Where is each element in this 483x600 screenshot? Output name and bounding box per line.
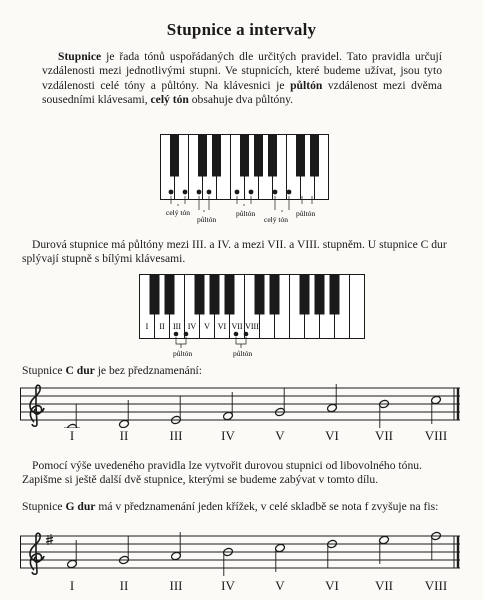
g-major-name: G dur bbox=[65, 500, 96, 513]
degree-numeral: VII bbox=[374, 428, 394, 443]
intro-paragraph bbox=[42, 50, 442, 108]
degree-numeral: III bbox=[169, 578, 183, 593]
term-stupnice: Stupnice bbox=[58, 50, 102, 63]
intro-text-2: vzdálenost mezi dvěma sousedními klávesami, bbox=[42, 78, 442, 107]
term-cely-ton: celý tón bbox=[150, 93, 189, 107]
page-title: Stupnice a intervaly bbox=[166, 20, 317, 39]
key-dot bbox=[184, 332, 189, 337]
staff-2-notes bbox=[67, 531, 442, 576]
key-dot bbox=[249, 190, 254, 195]
kb2-numeral-4: IV bbox=[187, 322, 197, 331]
kb1-label-pulton-1: půltón bbox=[197, 215, 217, 224]
keyboard-diagram-2 bbox=[135, 274, 365, 362]
major-scale-paragraph: Durová stupnice má půltóny mezi III. a IV. a mezi VII. a VIII. stupněm. U stupnice C dur splývají stupně s bílými klávesami. bbox=[22, 238, 447, 266]
kb1-label-cely-ton-2: celý tón bbox=[264, 215, 288, 224]
degree-numeral: II bbox=[119, 578, 129, 593]
c-major-post: je bez předznamenání: bbox=[94, 364, 202, 377]
degree-numeral: II bbox=[119, 428, 129, 443]
construction-paragraph: Pomocí výše uvedeného pravidla lze vytvořit durovou stupnici od libovolného tónu. Zapišme si ještě další dvě stupnice, kterými se budeme zabývat v tomto dílu. bbox=[22, 459, 422, 487]
key-dot bbox=[244, 332, 249, 337]
degree-numeral: IV bbox=[221, 428, 235, 443]
white-key bbox=[350, 275, 365, 339]
key-dot bbox=[169, 190, 174, 195]
black-key bbox=[170, 135, 179, 177]
staff-1-notes bbox=[64, 384, 441, 428]
black-key bbox=[150, 275, 160, 315]
black-key bbox=[240, 135, 249, 177]
kb2-numeral-7: VII bbox=[231, 322, 243, 331]
black-key bbox=[212, 135, 221, 177]
c-major-heading bbox=[22, 364, 462, 378]
key-dot bbox=[235, 190, 240, 195]
key-dot bbox=[183, 190, 188, 195]
key-dot bbox=[207, 190, 212, 195]
kb2-numeral-5: V bbox=[204, 322, 210, 331]
key-dot bbox=[174, 332, 179, 337]
key-dot bbox=[197, 190, 202, 195]
black-key bbox=[195, 275, 205, 315]
black-key bbox=[270, 275, 280, 315]
black-key bbox=[296, 135, 305, 177]
c-major-name: C dur bbox=[65, 364, 95, 377]
black-key bbox=[310, 135, 319, 177]
g-major-pre: Stupnice bbox=[22, 500, 66, 513]
kb1-label-pulton-3: půltón bbox=[296, 209, 316, 218]
intro-text-3: obsahuje dva půltóny. bbox=[188, 93, 294, 107]
c-major-pre: Stupnice bbox=[22, 364, 66, 377]
degree-numeral: I bbox=[69, 428, 75, 443]
staff-g-major bbox=[20, 530, 465, 576]
black-key bbox=[330, 275, 340, 315]
black-key bbox=[210, 275, 220, 315]
staff-2-lines bbox=[20, 536, 460, 568]
kb1-label-cely-ton-1: celý tón bbox=[166, 208, 190, 217]
black-key bbox=[268, 135, 277, 177]
term-pulton: půltón bbox=[290, 78, 323, 92]
black-key bbox=[300, 275, 310, 315]
kb2-label-pulton-2: půltón bbox=[233, 349, 253, 358]
kb2-numeral-3: III bbox=[173, 322, 181, 331]
kb2-numeral-6: VI bbox=[217, 322, 227, 331]
degree-numeral: VI bbox=[325, 578, 339, 593]
key-dot bbox=[234, 332, 239, 337]
staff-c-major bbox=[20, 382, 465, 428]
black-key bbox=[165, 275, 175, 315]
intro-text-1: je řada tónů uspořádaných dle určitých pravidel. Tato pravidla určují vzdálenosti mezi jednotlivými stupni. Ve stupnicích, které budeme užívat, jsou tyto vzdálenosti celé tóny a půltóny. Na klávesnici je bbox=[42, 50, 442, 92]
degree-numeral: VIII bbox=[424, 428, 448, 443]
black-key bbox=[315, 275, 325, 315]
black-key bbox=[254, 135, 263, 177]
key-dot bbox=[287, 190, 292, 195]
keyboard-diagram-1 bbox=[160, 134, 335, 226]
degree-numeral: I bbox=[69, 578, 75, 593]
kb2-numeral-8: VIII bbox=[245, 322, 259, 331]
key-dot bbox=[273, 190, 278, 195]
g-major-heading bbox=[22, 500, 462, 514]
g-major-post: má v předznamenání jeden křížek, v celé skladbě se nota f zvyšuje na fis: bbox=[95, 500, 439, 513]
kb2-numeral-2: II bbox=[159, 322, 165, 331]
degree-numeral: III bbox=[169, 428, 183, 443]
degree-numeral: IV bbox=[221, 578, 235, 593]
black-key bbox=[255, 275, 265, 315]
degree-numeral: V bbox=[275, 428, 285, 443]
kb2-label-pulton-1: půltón bbox=[173, 349, 193, 358]
black-key bbox=[225, 275, 235, 315]
kb2-numeral-1: I bbox=[145, 322, 149, 331]
degree-numeral: VII bbox=[374, 578, 394, 593]
degree-numeral: V bbox=[275, 578, 285, 593]
kb1-label-pulton-2: půltón bbox=[236, 209, 256, 218]
degree-numeral: VIII bbox=[424, 578, 448, 593]
staff-1-lines bbox=[20, 388, 460, 420]
black-key bbox=[198, 135, 207, 177]
degree-numeral: VI bbox=[325, 428, 339, 443]
